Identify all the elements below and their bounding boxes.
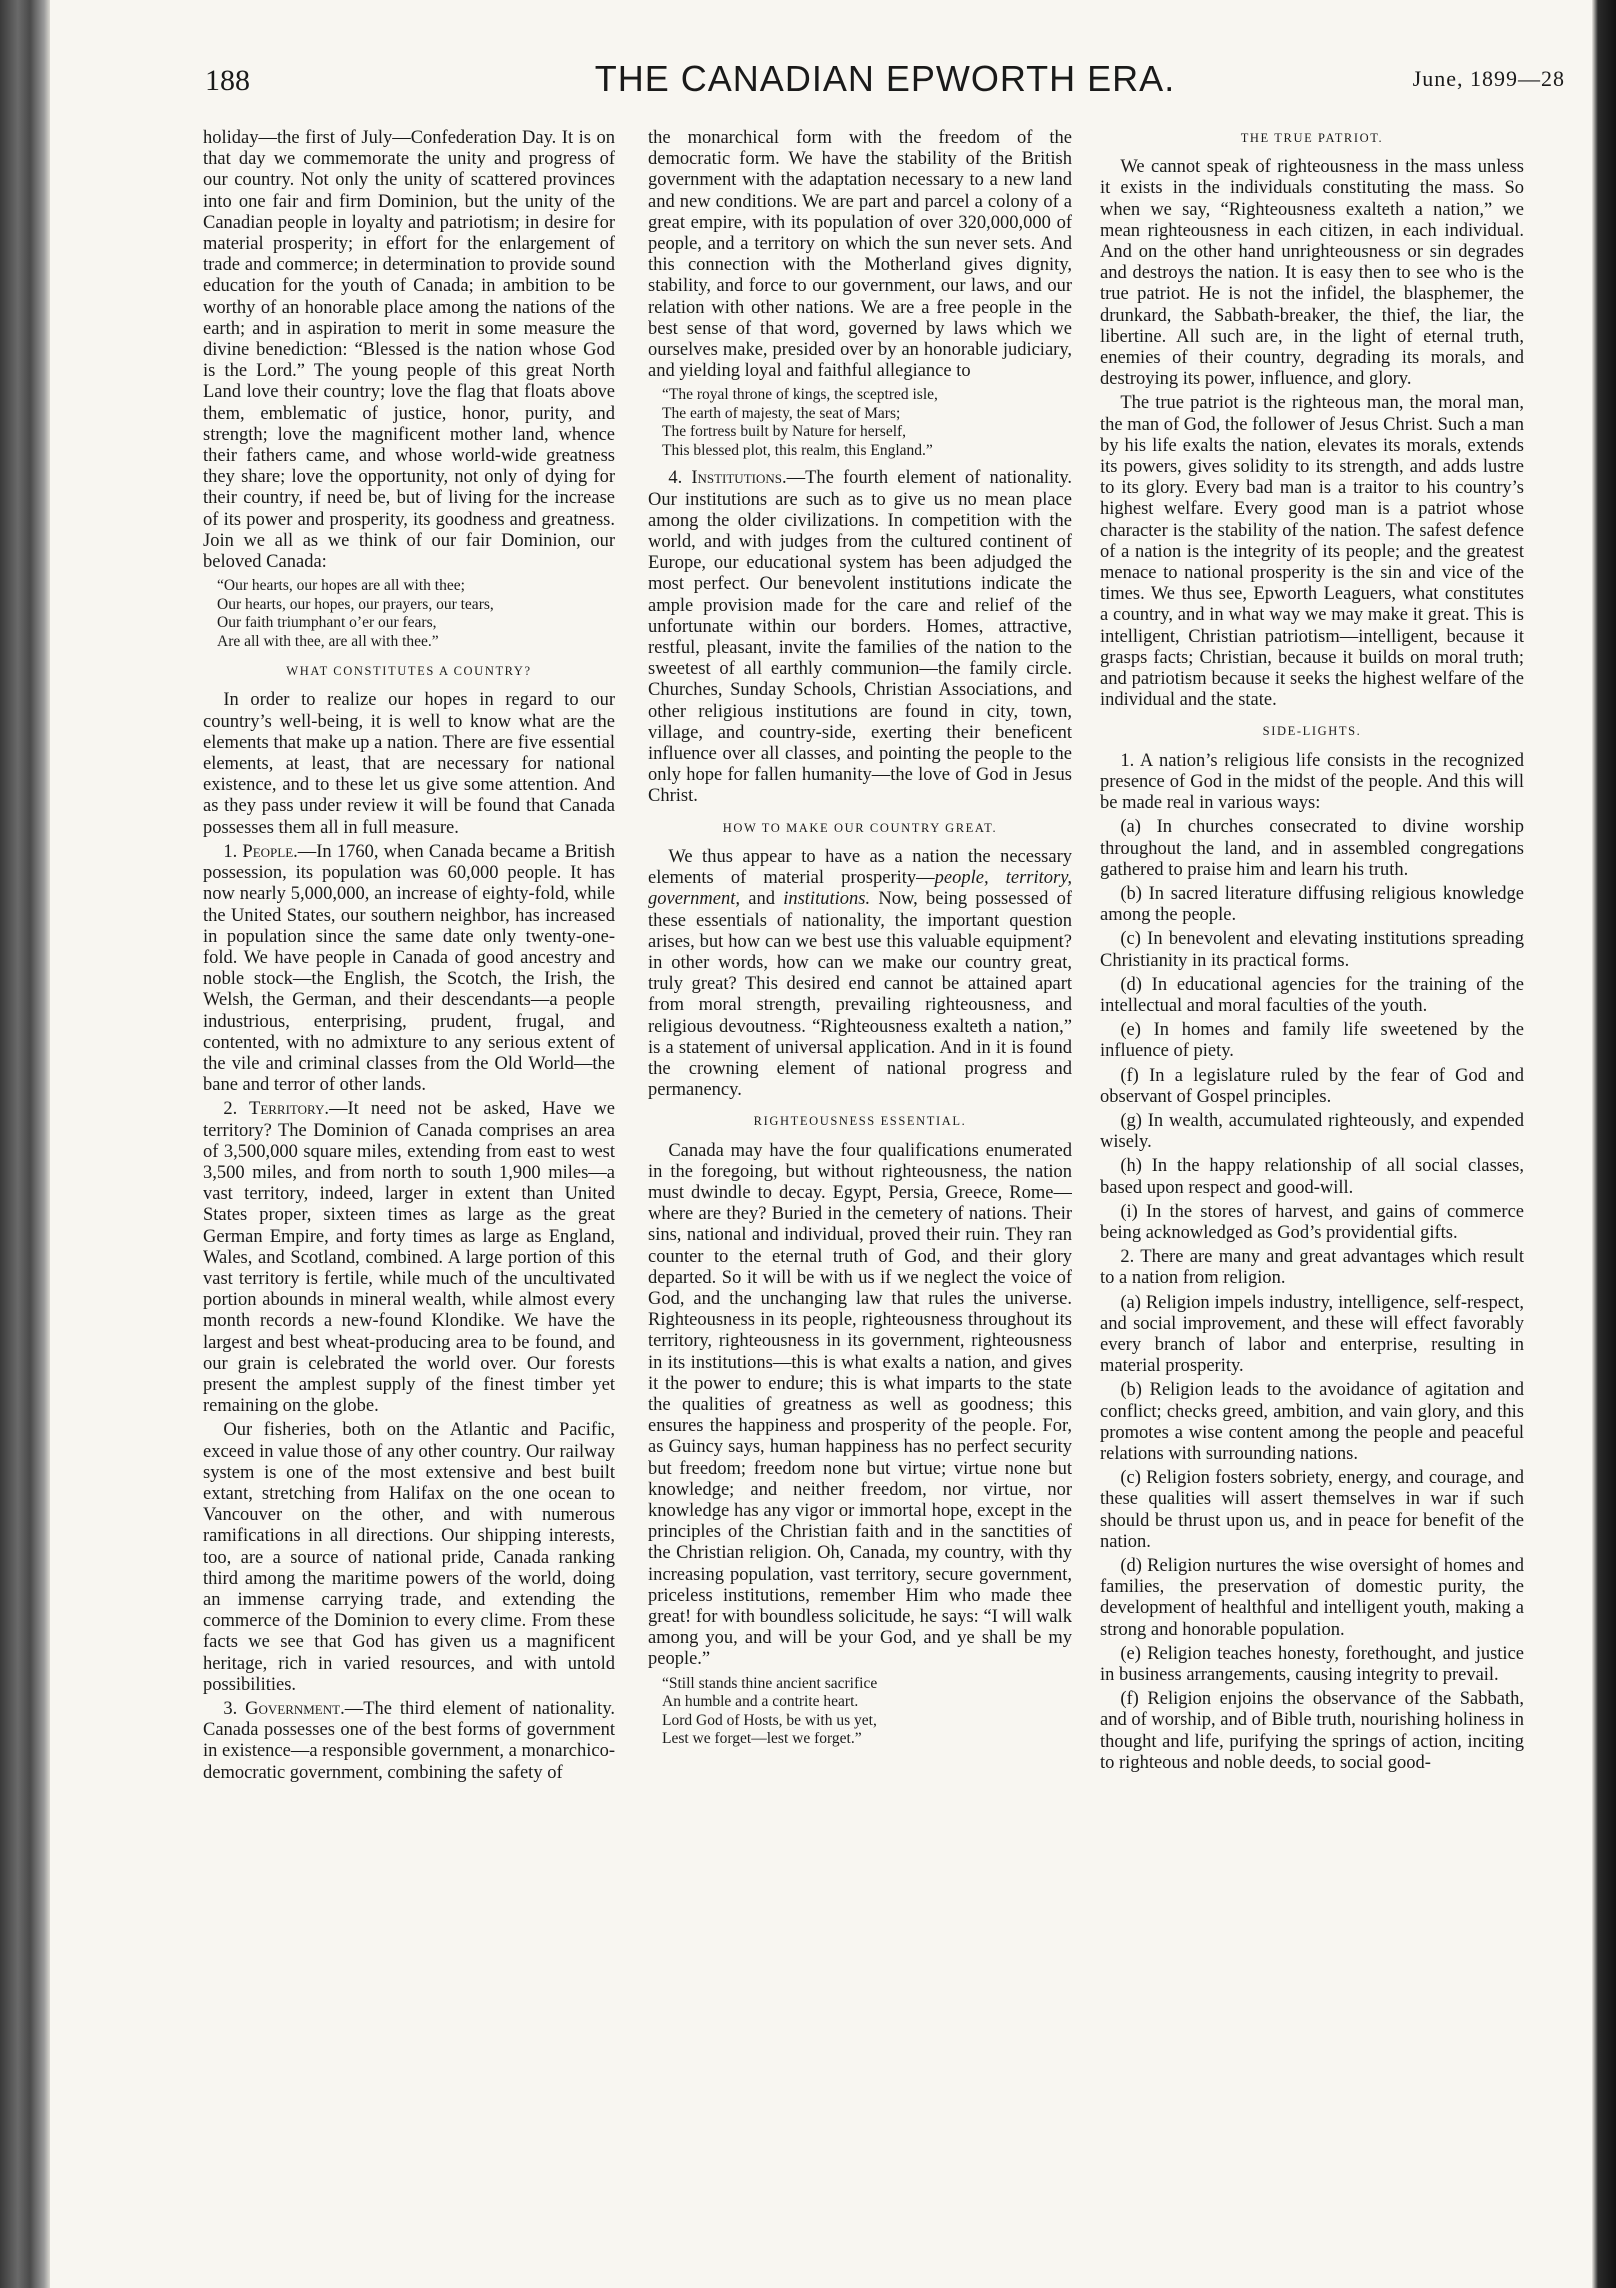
section-heading: THE TRUE PATRIOT. (1240, 131, 1384, 145)
verse-line: “Our hearts, our hopes are all with thee; (217, 577, 465, 595)
list-item: (f) Religion enjoins the observance of the Sabbath, and of worship, and of Bible truth, nourishing holiness in thought and life, purifying the springs of action, inciting to righteous and noble deeds, to social good- (1100, 1689, 1524, 1773)
list-item: (g) In wealth, accumulated righteously, and expended wisely. (1100, 1110, 1524, 1153)
list-item: (f) In a legislature ruled by the fear of God and observant of Gospel principles. (1100, 1065, 1524, 1107)
list-item: (e) Religion teaches honesty, forethought, and justice in business arrangements, causing integrity to prevail. (1100, 1643, 1524, 1686)
page-number: 188 (205, 64, 250, 97)
paragraph-text: and (739, 889, 784, 910)
paragraph: The true patriot is the righteous man, the moral man, the man of God, the follower of Jesus Christ. Such a man by his life exalts the nation, elevates its morals, extends its powers, gives solidity to its strength, and adds lustre to its glory. Every bad man is a traitor to his country’s highest welfare. Every good man is a patriot whose character is the stability of the nation. The safest defence of a nation is the integrity of its people; and the greatest menace to national prosperity is the sin and vice of the times. We thus see, Epworth Leaguers, what constitutes a country, and in what way we may make it great. This is intelligent, Christian patriotism—intelligent, because it grasps facts; Christian, because it builds on moral truth; and patriotism because it seeks the highest welfare of the individual and the state. (1100, 393, 1524, 711)
publication-title: THE CANADIAN EPWORTH ERA. (594, 58, 1176, 99)
column-3 (1100, 128, 1524, 2248)
verse-line: An humble and a contrite heart. (662, 1693, 859, 1711)
section-heading: WHAT CONSTITUTES A COUNTRY? (286, 664, 532, 679)
section-heading: RIGHTEOUSNESS ESSENTIAL. (753, 1114, 967, 1129)
verse-line: “Still stands thine ancient sacrifice (662, 1674, 878, 1692)
paragraph: holiday—the first of July—Confederation Day. It is on that day we commemorate the unity and progress of our country. Not only the unity of scattered provinces into one fair and firm Dominion, but the unity of the Canadian people in loyalty and patriotism; in desire for material prosperity; in effort for the enlargement of trade and commerce; in determination to provide sound education for the youth of Canada; in ambition to be worthy of an honorable place among the nations of the earth; and in aspiration to merit in some measure the divine benediction: “Blessed is the nation whose God is the Lord.” The young people of this great North Land love their country; love the flag that floats above them, emblematic of justice, honor, purity, and strength; love the magnificent mother land, whence their fathers came, and whose world-wide greatness they share; love the opportunity, not only of dying for their country, if need be, but of living for the increase of its power and prosperity, its goodness and greatness. Join we all as we think of our fair Dominion, our beloved Canada: (203, 128, 615, 573)
verse-line: “The royal throne of kings, the sceptred isle, (662, 386, 938, 404)
verse-line: Are all with thee, are all with thee.” (217, 632, 439, 650)
paragraph: Canada may have the four qualifications enumerated in the foregoing, but without righteousness, the nation must dwindle to decay. Egypt, Persia, Greece, Rome—where are they? Buried in the cemetery of nations. Their sins, national and individual, proved their ruin. They ran counter to the eternal truth of God, and their glory departed. So it will be with us if we neglect the voice of God, and the unchanging law that rules the universe. Righteousness in its people, righteousness throughout its territory, righteousness in its government, righteousness in its institutions—this is what exalts a nation, and gives it the power to endure; this is what imparts to the state the qualities of greatness as well as goodness; this ensures the happiness and prosperity of the people. For, as Guincy says, human happiness has no perfect security but freedom; freedom none but virtue; virtue none but knowledge; and neither freedom, nor virtue, nor knowledge has any vigor or immortal hope, except in the principles of the Christian faith and in the sanctities of the Christian religion. Oh, Canada, my country, with thy increasing population, vast territory, secure government, priceless institutions, remember Him who made thee great! for with boundless solicitude, he says: “I will walk among you, and will be your God, and ye shall be my people.” (648, 1140, 1072, 1670)
column-2 (648, 128, 1072, 2248)
list-item: (d) In educational agencies for the training of the intellectual and moral faculties of the youth. (1100, 974, 1524, 1016)
paragraph: the monarchical form with the freedom of the democratic form. We have the stability of the British government with the adaptation necessary to a new land and new conditions. We are part and parcel a colony of a great empire, with its population of over 320,000,000 of people, and a territory on which the sun never sets. And this connection with the Motherland gives dignity, stability, and force to our government, our laws, and our relation with other nations. We are a free people in the best sense of that word, governed by laws which we ourselves make, presided over by an honorable judiciary, and yielding loyal and faithful allegiance to (648, 128, 1072, 382)
paragraph (203, 1699, 615, 1784)
page-header (205, 52, 1565, 104)
list-item: (d) Religion nurtures the wise oversight of homes and families, the preservation of domestic purity, the development of healthful and intelligent youth, making a strong and honorable population. (1100, 1556, 1524, 1640)
verse-line: This blessed plot, this realm, this England.” (662, 441, 933, 459)
verse-line: Our hearts, our hopes, our prayers, our tears, (217, 595, 494, 613)
section-heading: SIDE-LIGHTS. (1262, 724, 1362, 739)
verse-line: Lord God of Hosts, be with us yet, (662, 1711, 877, 1729)
section-heading: HOW TO MAKE OUR COUNTRY GREAT. (722, 820, 998, 835)
list-item: (a) Religion impels industry, intelligence, self-respect, and social improvement, and these will effect favorably every branch of labor and enterprise, resulting in material prosperity. (1100, 1292, 1524, 1377)
paragraph: We cannot speak of righteousness in the mass unless it exists in the individuals constituting the mass. So when we say, “Righteousness exalteth a nation,” we mean righteousness in each citizen, in each individual. And on the other hand unrighteousness or sin degrades and destroys the nation. It is easy then to see who is the true patriot. He is not the infidel, the blasphemer, the drunkard, the Sabbath-breaker, the thief, the liar, the libertine. All such are, in the light of eternal truth, enemies of their country, degrading its morals, and destroying its power, influence, and glory. (1100, 157, 1524, 390)
paragraph-text: We thus appear to have as a nation the necessary elements of material prosperity— (648, 846, 1072, 889)
issue-date: June, 1899—28 (1412, 66, 1565, 91)
list-item: (c) Religion fosters sobriety, energy, and courage, and these qualities will assert themselves in war if such should be thrust upon us, and in peace for benefit of the nation. (1100, 1468, 1524, 1552)
list-item: (a) In churches consecrated to divine worship throughout the land, and in assembled congregations gathered to praise him and learn his truth. (1100, 817, 1524, 880)
paragraph-label: 3. Government. (223, 1699, 345, 1720)
paragraph-label: 1. People. (223, 841, 298, 862)
list-item: (b) Religion leads to the avoidance of agitation and conflict; checks greed, ambition, and vain glory, and this promotes a wise content among the people and peaceful relations with surrounding nations. (1100, 1380, 1524, 1464)
paragraph (648, 847, 1072, 1101)
paragraph-label: 2. Territory. (223, 1099, 329, 1120)
verse-quote (662, 1675, 1072, 1749)
list-item: (i) In the stores of harvest, and gains of commerce being acknowledged as God’s providential gifts. (1100, 1201, 1524, 1243)
paragraph: In order to realize our hopes in regard to our country’s well-being, it is well to know what are the elements that make up a nation. There are five essential elements, at least, that are necessary for national existence, and to these let us give some attention. And as they pass under review it will be found that Canada possesses them all in full measure. (203, 690, 615, 838)
verse-line: Our faith triumphant o’er our fears, (217, 614, 437, 632)
list-item: (c) In benevolent and elevating institutions spreading Christianity in its practical forms. (1100, 929, 1524, 971)
italic-text: institutions. (783, 889, 871, 910)
paragraph (203, 1099, 615, 1417)
italic-text: people, territory, government, (648, 868, 1072, 910)
verse-quote (217, 577, 615, 651)
paragraph-label: 4. Institutions. (668, 468, 787, 489)
book-spine (0, 0, 50, 2288)
paragraph-text: —The fourth element of nationality. Our institutions are such as to give us no mean place among the older civilizations. In competition with the world, and with judges from the cultured continent of Europe, our educational system has been adjudged the most perfect. Our benevolent institutions indicate the ample provision made for the care and relief of the unfortunate within our borders. Homes, attractive, restful, pleasant, invite the families of the nation to the sweetest of all earthly communion—the family circle. Churches, Sunday Schools, Christian Associations, and other religious institutions are found in city, town, village, and country-side, exerting their beneficent influence over all classes, and pointing the people to the only hope for fallen humanity—the love of God in Jesus Christ. (648, 468, 1072, 807)
paragraph-text: —It need not be asked, Have we territory? The Dominion of Canada comprises an area of 3,500,000 square miles, extending from east to west 3,500 miles, and from north to south 1,900 miles—a vast territory, indeed, larger in extent than United States proper, sixteen times as large as the great German Empire, and forty times as large as England, Wales, and Scotland, combined. A large portion of this vast territory is fertile, while much of the uncultivated portion abounds in mineral wealth, while almost every month records a new-found Klondike. We have the largest and best wheat-producing area to be found, and our grain is celebrated the world over. Our forests present the amplest supply of the finest timber yet remaining on the globe. (203, 1099, 615, 1417)
paragraph (648, 468, 1072, 807)
facing-page-edge (1592, 0, 1616, 2288)
paragraph: 2. There are many and great advantages which result to a nation from religion. (1100, 1247, 1524, 1289)
verse-quote (662, 386, 1072, 460)
verse-line: The fortress built by Nature for herself, (662, 423, 907, 441)
paragraph-text: Now, being possessed of these essentials of nationality, the important question arises, but how can we best use this valuable equipment? in other words, how can we make our country great, truly great? This desired end cannot be attained apart from moral strength, prevailing righteousness, and religious devoutness. “Righteousness exalteth a nation,” is a statement of universal application. And in it is found the crowning element of national progress and permanency. (648, 889, 1072, 1101)
paragraph: 1. A nation’s religious life consists in the recognized presence of God in the midst of the people. And this will be made real in various ways: (1100, 750, 1524, 814)
paragraph-text: —The third element of nationality. Canada possesses one of the best forms of government in existence—a responsible government, a monarchico-democratic government, combining the safety of (203, 1699, 615, 1783)
list-item: (b) In sacred literature diffusing religious knowledge among the people. (1100, 883, 1524, 926)
verse-line: The earth of majesty, the seat of Mars; (662, 404, 901, 422)
paragraph: Our fisheries, both on the Atlantic and Pacific, exceed in value those of any other country. Our railway system is one of the most extensive and best built extant, stretching from Halifax on the one ocean to Vancouver on the other, and with numerous ramifications in all directions. Our shipping interests, too, are a source of national pride, Canada ranking third among the maritime powers of the world, doing an immense carrying trade, and extending the commerce of the Dominion to every clime. From these facts we see that God has given us a magnificent heritage, rich in varied resources, and with untold possibilities. (203, 1420, 615, 1695)
verse-line: Lest we forget—lest we forget.” (662, 1730, 862, 1748)
paragraph-text: —In 1760, when Canada became a British possession, its population was 60,000 people. It has now nearly 5,000,000, an increase of eighty-fold, while the United States, our southern neighbor, has increased in population since the same date only twenty-one-fold. We have people in Canada of good ancestry and noble stock—the English, the Scotch, the Irish, the Welsh, the German, and their descendants—a people industrious, enterprising, prudent, frugal, and contented, with no admixture to any serious extent of the vile and criminal classes from the Old World—the bane and terror of other lands. (203, 841, 615, 1096)
column-1 (203, 128, 615, 2248)
list-item: (e) In homes and family life sweetened by the influence of piety. (1100, 1020, 1524, 1062)
list-item: (h) In the happy relationship of all social classes, based upon respect and good-will. (1100, 1156, 1524, 1198)
paragraph (203, 842, 615, 1096)
